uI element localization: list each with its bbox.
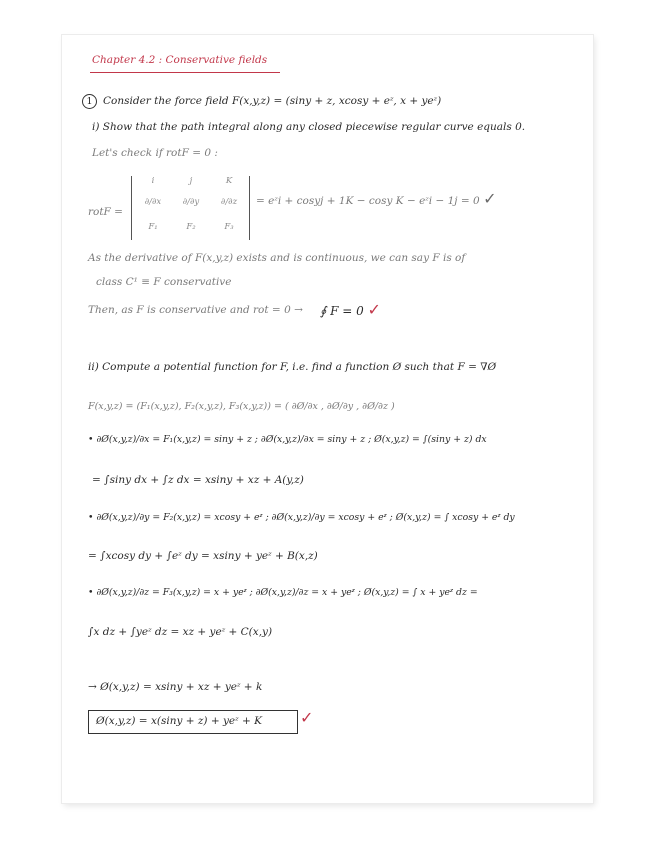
step-2b: = ∫xcosy dy + ∫eᶻ dy = xsiny + yeᶻ + B(x,z): [88, 550, 318, 562]
part-ii-text: ii) Compute a potential function for F, i.e. find a function Ø such that F = ∇Ø: [88, 361, 497, 373]
matrix-cell: F₁: [148, 222, 158, 232]
determinant-left-bar: [131, 176, 132, 240]
matrix-cell: F₃: [224, 222, 234, 232]
conclusion: → Ø(x,y,z) = xsiny + xz + yeᶻ + k: [88, 681, 263, 693]
step-1b: = ∫siny dx + ∫z dx = xsiny + xz + A(y,z): [92, 474, 304, 486]
boxed-answer: Ø(x,y,z) = x(siny + z) + yeᶻ + K: [96, 715, 262, 727]
step-2: • ∂Ø(x,y,z)/∂y = F₂(x,y,z) = xcosy + eᶻ ; ∂Ø(x,y,z)/∂y = xcosy + eᶻ ; Ø(x,y,z) = ∫ xcosy + eᶻ dy: [88, 512, 515, 523]
derivative-note-1: As the derivative of F(x,y,z) exists and is continuous, we can say F is of: [88, 252, 466, 264]
matrix-cell: ∂/∂x: [144, 197, 162, 207]
problem-statement: [82, 93, 441, 109]
components-line: F(x,y,z) = (F₁(x,y,z), F₂(x,y,z), F₃(x,y,z)) = ( ∂Ø/∂x , ∂Ø/∂y , ∂Ø/∂z ): [88, 401, 395, 412]
matrix-cell: i: [151, 176, 155, 186]
step-1: • ∂Ø(x,y,z)/∂x = F₁(x,y,z) = siny + z ; ∂Ø(x,y,z)/∂x = siny + z ; Ø(x,y,z) = ∫(siny + z) dx: [88, 434, 487, 445]
matrix-cell: ∂/∂z: [220, 197, 238, 207]
matrix-cell: j: [189, 176, 193, 186]
rot-result: [256, 189, 496, 208]
step-3b: ∫x dz + ∫yeᶻ dz = xz + yeᶻ + C(x,y): [88, 626, 273, 638]
closed-integral-text: ∮ F = 0: [320, 304, 364, 318]
check-icon: ✓: [483, 189, 497, 208]
rot-result-text: = eᶻi + cosyj + 1K − cosy K − eᶻi − 1j = 0: [256, 195, 480, 207]
closed-integral: [320, 300, 381, 319]
matrix-cell: ∂/∂y: [182, 197, 200, 207]
problem-number: 1: [82, 94, 97, 109]
check-rot-text: Let's check if rotF = 0 :: [92, 147, 218, 159]
step-3: • ∂Ø(x,y,z)/∂z = F₃(x,y,z) = x + yeᶻ ; ∂Ø(x,y,z)/∂z = x + yeᶻ ; Ø(x,y,z) = ∫ x + yeᶻ dz =: [88, 587, 478, 598]
problem-statement-text: Consider the force field F(x,y,z) = (siny + z, xcosy + eᶻ, x + yeᶻ): [103, 95, 442, 107]
then-text: Then, as F is conservative and rot = 0 →: [88, 304, 303, 316]
title-underline: [90, 72, 280, 73]
check-icon: ✓: [300, 708, 314, 727]
matrix-cell: F₂: [186, 222, 196, 232]
derivative-note-2: class C¹ ≡ F conservative: [96, 276, 232, 288]
rot-label: rotF =: [88, 206, 123, 218]
part-i-text: i) Show that the path integral along any closed piecewise regular curve equals 0.: [92, 121, 526, 133]
determinant-right-bar: [249, 176, 250, 240]
page-title: Chapter 4.2 : Conservative fields: [92, 54, 268, 66]
check-icon: ✓: [367, 300, 381, 319]
matrix-cell: K: [225, 176, 233, 186]
